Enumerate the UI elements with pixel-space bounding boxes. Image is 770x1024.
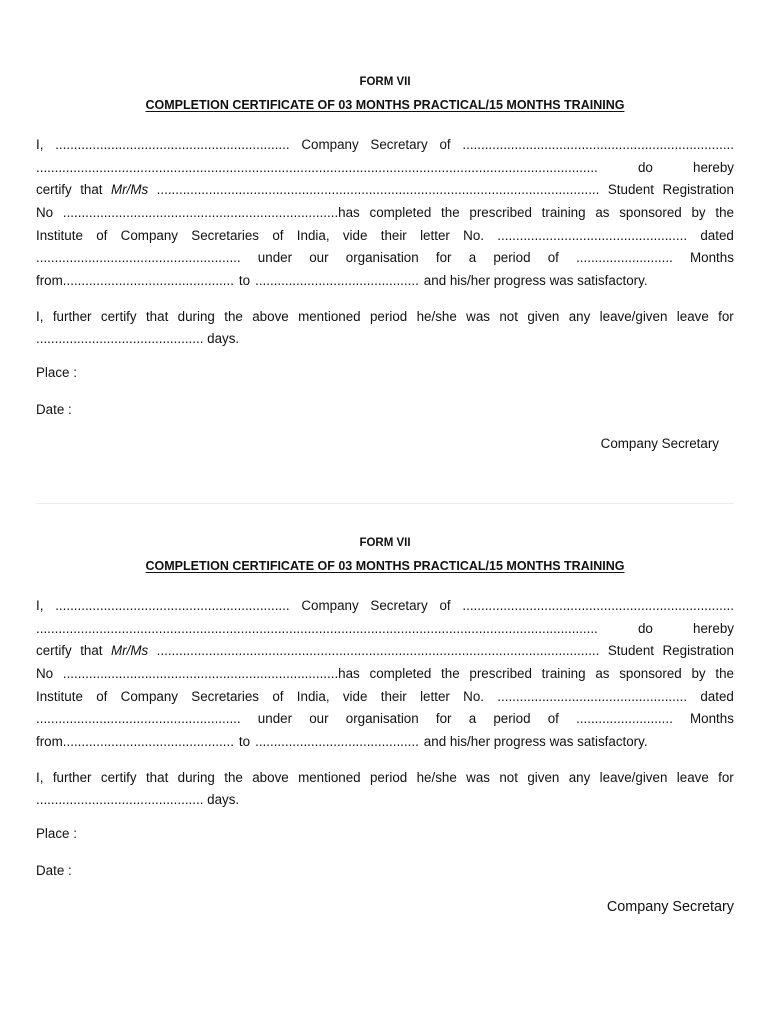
line-word: Company [120, 688, 178, 704]
line-word: letter [420, 688, 450, 704]
line-word: I, [36, 769, 44, 785]
line-word: period [369, 769, 408, 785]
line-word: ............................................................... [55, 137, 290, 152]
line-word: ......................................................................... [462, 137, 734, 152]
line-word: period [369, 308, 408, 324]
line-word: that [80, 182, 103, 198]
line-word: ................................................... [497, 227, 688, 243]
line-word: mentioned [298, 769, 361, 785]
line-word: the [224, 308, 243, 324]
paragraph-line [36, 708, 734, 731]
line-word: Registration [662, 643, 734, 659]
line-word: ............................................................... [55, 598, 290, 613]
line-word: a [468, 250, 477, 266]
line-word: that [80, 643, 103, 659]
line-word: do [637, 159, 653, 175]
certificate-form-1 [36, 74, 734, 451]
line-word: the [441, 205, 460, 221]
certificate-paragraph [36, 134, 734, 293]
line-word: not [499, 308, 518, 324]
paragraph-line [36, 306, 734, 329]
line-word: Student [607, 182, 655, 198]
line-word: our [309, 711, 329, 727]
line-word: was [466, 308, 490, 324]
line-word: of [96, 688, 108, 704]
line-word: as [595, 205, 610, 221]
line-word: certify [36, 182, 72, 198]
line-word: Company [301, 598, 359, 613]
line-word: ................................................... [497, 688, 688, 704]
line-word: a [468, 711, 477, 727]
line-word: during [177, 769, 215, 785]
paragraph-line [36, 686, 734, 709]
line-word: above [252, 769, 289, 785]
line-word: ....................................................................................................................... [156, 182, 600, 198]
line-word: certify [100, 769, 137, 785]
line-word: Secretaries [191, 227, 260, 243]
paragraph-line [36, 767, 734, 790]
paragraph-line [36, 618, 734, 641]
line-word: ..........................................................................has [62, 205, 360, 221]
line-word: the [441, 666, 460, 682]
line-word: do [637, 620, 653, 636]
paragraph-line [36, 134, 734, 157]
line-word: any [568, 308, 591, 324]
paragraph-line [36, 270, 734, 293]
paragraph-line [36, 663, 734, 686]
paragraph-line [36, 157, 734, 180]
line-word: and his/her progress was satisfactory. [423, 273, 648, 289]
line-word: of [547, 711, 559, 727]
line-word: and his/her progress was satisfactory. [423, 734, 648, 750]
line-word: ..........................................................................has [62, 666, 360, 682]
line-word: leave [676, 769, 709, 785]
line-word: India, [296, 688, 330, 704]
line-word: Registration [662, 182, 734, 198]
line-word: under [257, 711, 293, 727]
line-word: training [541, 205, 586, 221]
certificate-paragraph [36, 595, 734, 754]
line-word: of [96, 227, 108, 243]
line-word: organisation [345, 250, 419, 266]
line-word: ....................................................................................................................................................... [36, 159, 598, 175]
line-word: given [527, 308, 560, 324]
line-word: Secretary [370, 598, 428, 613]
line-word: ......................................................................... [462, 598, 734, 613]
line-word: completed [369, 666, 432, 682]
paragraph-line [36, 247, 734, 270]
line-word: of [272, 227, 284, 243]
form-divider [36, 503, 734, 504]
place-label: Place : [36, 364, 77, 380]
line-word: to [238, 734, 251, 750]
signatory-label: Company Secretary [600, 435, 719, 451]
line-word: Mr/Ms [111, 643, 149, 659]
leave-paragraph [36, 306, 734, 349]
line-word: ....................................................................................................................................................... [36, 620, 598, 636]
line-word: vide [342, 227, 368, 243]
line-word: by [691, 666, 706, 682]
line-word: No. [463, 688, 484, 704]
form-number: FORM VII [359, 76, 411, 88]
date-label: Date : [36, 401, 72, 417]
line-word: not [499, 769, 518, 785]
line-word: sponsored [619, 666, 682, 682]
line-word: No [36, 666, 54, 682]
line-word: certify [100, 308, 137, 324]
line-word: training [541, 666, 586, 682]
line-word: ....................................................................................................................... [156, 643, 600, 659]
line-word: their [380, 688, 407, 704]
line-word: from.............................................. [36, 273, 234, 289]
line-word: certify [36, 643, 72, 659]
line-word: I, [36, 598, 44, 613]
line-word: by [691, 205, 706, 221]
line-word: I, [36, 137, 44, 152]
line-word: of [439, 598, 451, 613]
line-word: of [272, 688, 284, 704]
line-word: he/she [416, 769, 457, 785]
leave-days-line: ............................................. days. [36, 330, 240, 346]
line-word: their [380, 227, 407, 243]
line-word: the [715, 205, 734, 221]
line-word: for [718, 769, 734, 785]
signatory-label: Company Secretary [606, 898, 734, 915]
line-word: hereby [693, 620, 734, 636]
line-word: letter [420, 227, 450, 243]
paragraph-line [36, 179, 734, 202]
line-word: given [527, 769, 560, 785]
line-word: from.............................................. [36, 734, 234, 750]
line-word: under [257, 250, 293, 266]
line-word: Institute [36, 688, 83, 704]
line-word: further [52, 308, 92, 324]
line-word: prescribed [469, 205, 532, 221]
line-word: Secretary [370, 137, 428, 152]
line-word: I, [36, 308, 44, 324]
line-word: our [309, 250, 329, 266]
line-word: Student [607, 643, 655, 659]
line-word: to [238, 273, 251, 289]
line-word: sponsored [619, 205, 682, 221]
line-word: Months [689, 250, 734, 266]
line-word: period [493, 250, 531, 266]
line-word: Company [120, 227, 178, 243]
line-word: ............................................ [255, 273, 419, 289]
leave-paragraph [36, 767, 734, 810]
line-word: was [466, 769, 490, 785]
paragraph-line [36, 595, 734, 618]
line-word: India, [296, 227, 330, 243]
line-word: that [145, 769, 169, 785]
line-word: leave [676, 308, 709, 324]
line-word: .......................... [576, 711, 673, 727]
line-word: leave/given [599, 308, 668, 324]
line-word: the [715, 666, 734, 682]
form-title: COMPLETION CERTIFICATE OF 03 MONTHS PRACTICAL/15 MONTHS TRAINING [145, 98, 625, 112]
line-word: further [52, 769, 92, 785]
line-word: for [718, 308, 734, 324]
line-word: mentioned [298, 308, 361, 324]
line-word: prescribed [469, 666, 532, 682]
line-word: No [36, 205, 54, 221]
leave-days-line: ............................................. days. [36, 791, 240, 807]
line-word: vide [342, 688, 368, 704]
line-word: Mr/Ms [111, 182, 149, 198]
certificate-form-2 [36, 535, 734, 915]
line-word: Institute [36, 227, 83, 243]
line-word: No. [463, 227, 484, 243]
line-word: completed [369, 205, 432, 221]
line-word: of [439, 137, 451, 152]
line-word: ............................................ [255, 734, 419, 750]
line-word: ....................................................... [36, 711, 241, 727]
line-word: ....................................................... [36, 250, 241, 266]
paragraph-line [36, 202, 734, 225]
place-label: Place : [36, 825, 77, 841]
line-word: dated [700, 688, 734, 704]
paragraph-line [36, 640, 734, 663]
line-word: Secretaries [191, 688, 260, 704]
line-word: .......................... [576, 250, 673, 266]
line-word: the [224, 769, 243, 785]
paragraph-line [36, 225, 734, 248]
line-word: period [493, 711, 531, 727]
line-word: above [252, 308, 289, 324]
line-word: for [435, 250, 452, 266]
form-title: COMPLETION CERTIFICATE OF 03 MONTHS PRACTICAL/15 MONTHS TRAINING [145, 559, 625, 573]
line-word: during [177, 308, 215, 324]
line-word: he/she [416, 308, 457, 324]
line-word: leave/given [599, 769, 668, 785]
line-word: of [547, 250, 559, 266]
line-word: Months [689, 711, 734, 727]
line-word: for [435, 711, 452, 727]
date-label: Date : [36, 862, 72, 878]
paragraph-line [36, 731, 734, 754]
line-word: organisation [345, 711, 419, 727]
line-word: dated [700, 227, 734, 243]
form-number: FORM VII [359, 537, 411, 549]
line-word: Company [301, 137, 359, 152]
line-word: as [595, 666, 610, 682]
line-word: that [145, 308, 169, 324]
line-word: hereby [693, 159, 734, 175]
line-word: any [568, 769, 591, 785]
